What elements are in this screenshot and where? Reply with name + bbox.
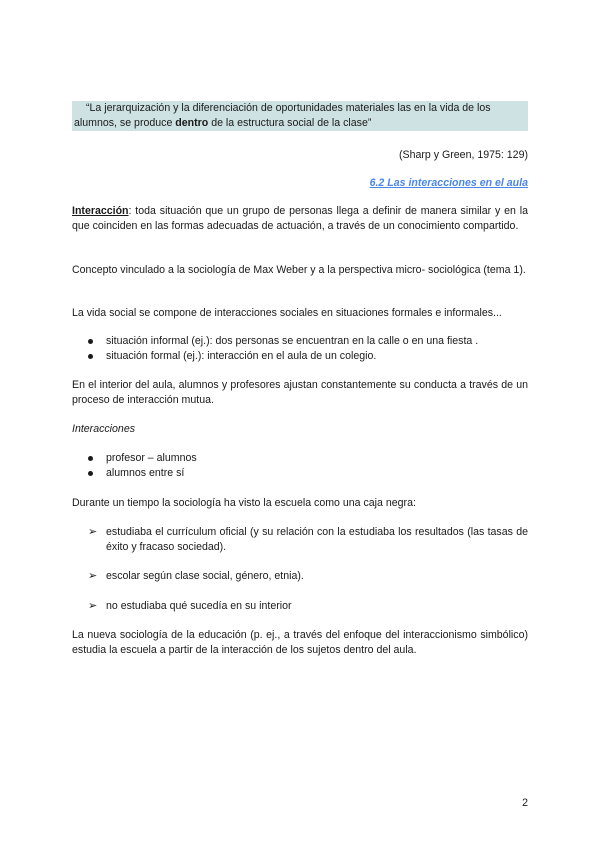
caja-negra-list-3 [72,599,528,614]
situations-list [72,334,528,364]
arrow-bullet-icon: ➢ [88,570,98,582]
page-content [72,101,528,656]
list-item: situación informal (ej.): dos personas se encuentran en la calle o en una fiesta . [72,334,528,349]
caja-negra-list-2 [72,569,528,584]
arrow-bullet-icon: ➢ [88,600,98,612]
list-item: ➢ escolar según clase social, género, etnia). [88,570,304,582]
definition-text: : toda situación que un grupo de personas llega a definir de manera similar y en la que coinciden en las formas adecuadas de actuación, a través de un conocimiento compartido. [72,205,528,232]
quote-line-2-post: de la estructura social de la clase” [208,117,372,129]
list-item: ➢ no estudiaba qué sucedía en su interior [88,600,292,612]
caja-negra-paragraph: Durante un tiempo la sociología ha visto la escuela como una caja negra: [72,497,416,509]
list-item: alumnos entre sí [72,466,528,481]
quote-line-2-pre: alumnos, se produce [74,117,176,129]
nueva-sociologia-paragraph: La nueva sociología de la educación (p. ej., a través del enfoque del interaccionismo simbólico) estudia la escuela a partir de la interacción de los sujetos dentro del aula. [72,629,528,656]
definition-term: Interacción [72,205,129,217]
aula-paragraph: En el interior del aula, alumnos y profesores ajustan constantemente su conducta a través de un proceso de interacción mutua. [72,379,528,406]
interacciones-label: Interacciones [72,423,136,435]
vida-social-paragraph: La vida social se compone de interacciones sociales en situaciones formales e informales... [72,307,502,319]
list-item: ➢ estudiaba el currículum oficial (y su relación con la estudiaba los resultados (las tasas de éxito y fracaso sociedad). [88,526,528,553]
list-item: profesor – alumnos [72,451,528,466]
definition-paragraph [72,204,528,234]
citation: (Sharp y Green, 1975: 129) [399,149,528,161]
interacciones-list [72,451,528,481]
list-item: situación formal (ej.): interacción en el aula de un colegio. [72,349,528,364]
weber-paragraph: Concepto vinculado a la sociología de Max Weber y a la perspectiva micro- sociológica (tema 1). [72,264,526,276]
arrow-bullet-icon: ➢ [88,526,98,538]
caja-negra-list [72,525,528,555]
section-heading-link[interactable]: 6.2 Las interacciones en el aula [369,177,528,189]
quote-bold-word: dentro [175,117,209,129]
highlighted-quote [72,101,528,131]
page-number: 2 [522,797,528,809]
quote-line-1: “La jerarquización y la diferenciación de oportunidades materiales las en la vida de los [86,102,491,114]
